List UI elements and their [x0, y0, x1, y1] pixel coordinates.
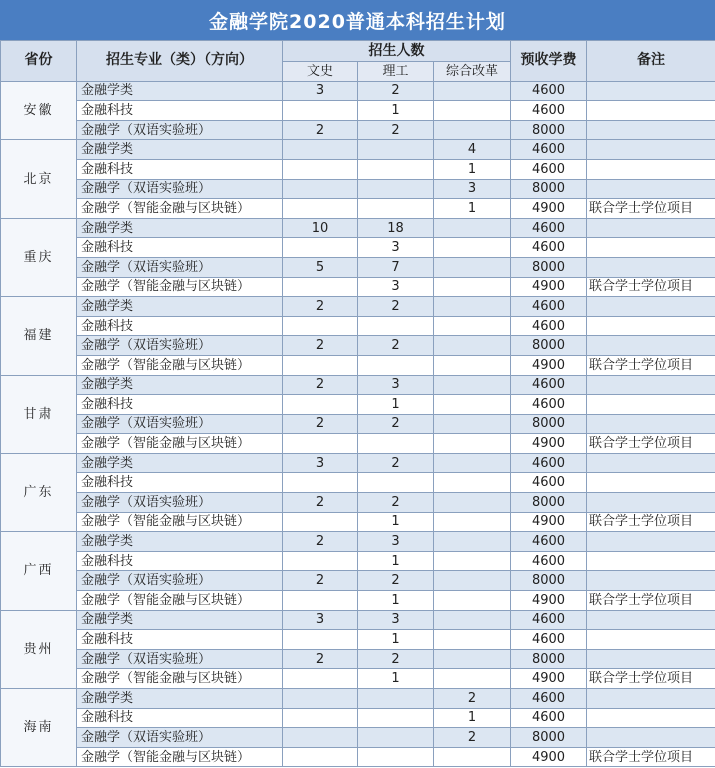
table-row	[1, 551, 715, 571]
table-row	[1, 199, 715, 219]
zonghe-count-cell	[434, 414, 511, 434]
note-cell	[587, 551, 715, 571]
fee-cell: 4600	[511, 140, 587, 160]
ligong-count-cell	[358, 140, 434, 160]
note-cell	[587, 257, 715, 277]
note-cell	[587, 238, 715, 258]
major-cell: 金融学（智能金融与区块链）	[77, 591, 283, 611]
major-cell: 金融学类	[77, 453, 283, 473]
zonghe-count-cell	[434, 473, 511, 493]
ligong-count-cell: 7	[358, 257, 434, 277]
note-cell	[587, 414, 715, 434]
table-row	[1, 297, 715, 317]
table-row	[1, 159, 715, 179]
table-row	[1, 708, 715, 728]
zonghe-count-cell: 1	[434, 159, 511, 179]
note-cell	[587, 728, 715, 748]
wenshi-count-cell: 2	[283, 571, 358, 591]
fee-cell: 4600	[511, 218, 587, 238]
major-cell: 金融学（双语实验班）	[77, 414, 283, 434]
note-cell: 联合学士学位项目	[587, 747, 715, 767]
table-row	[1, 630, 715, 650]
major-cell: 金融学类	[77, 297, 283, 317]
zonghe-count-cell: 1	[434, 708, 511, 728]
wenshi-count-cell: 2	[283, 532, 358, 552]
zonghe-count-cell	[434, 395, 511, 415]
header-quota: 招生人数	[283, 41, 511, 62]
table-row	[1, 493, 715, 513]
wenshi-count-cell	[283, 551, 358, 571]
zonghe-count-cell	[434, 453, 511, 473]
zonghe-count-cell: 2	[434, 728, 511, 748]
wenshi-count-cell: 2	[283, 336, 358, 356]
fee-cell: 8000	[511, 571, 587, 591]
ligong-count-cell: 2	[358, 120, 434, 140]
table-body	[1, 81, 715, 767]
zonghe-count-cell	[434, 297, 511, 317]
zonghe-count-cell	[434, 120, 511, 140]
wenshi-count-cell	[283, 179, 358, 199]
note-cell	[587, 375, 715, 395]
note-cell	[587, 473, 715, 493]
table-row	[1, 218, 715, 238]
wenshi-count-cell	[283, 512, 358, 532]
fee-cell: 4600	[511, 453, 587, 473]
table-row	[1, 473, 715, 493]
zonghe-count-cell	[434, 277, 511, 297]
ligong-count-cell	[358, 159, 434, 179]
note-cell	[587, 493, 715, 513]
fee-cell: 4600	[511, 159, 587, 179]
fee-cell: 4900	[511, 591, 587, 611]
wenshi-count-cell	[283, 238, 358, 258]
major-cell: 金融科技	[77, 473, 283, 493]
province-cell: 安徽	[1, 81, 77, 140]
fee-cell: 4600	[511, 551, 587, 571]
wenshi-count-cell	[283, 747, 358, 767]
fee-cell: 4600	[511, 81, 587, 101]
fee-cell: 8000	[511, 257, 587, 277]
wenshi-count-cell: 3	[283, 453, 358, 473]
ligong-count-cell: 1	[358, 512, 434, 532]
wenshi-count-cell	[283, 669, 358, 689]
note-cell	[587, 610, 715, 630]
note-cell	[587, 316, 715, 336]
ligong-count-cell	[358, 199, 434, 219]
fee-cell: 8000	[511, 493, 587, 513]
ligong-count-cell: 2	[358, 81, 434, 101]
ligong-count-cell: 2	[358, 453, 434, 473]
ligong-count-cell: 1	[358, 395, 434, 415]
header-major: 招生专业（类）（方向）	[77, 41, 283, 82]
note-cell: 联合学士学位项目	[587, 355, 715, 375]
header-fee: 预收学费	[511, 41, 587, 82]
major-cell: 金融科技	[77, 159, 283, 179]
major-cell: 金融学（智能金融与区块链）	[77, 355, 283, 375]
note-cell	[587, 571, 715, 591]
wenshi-count-cell: 2	[283, 649, 358, 669]
ligong-count-cell	[358, 355, 434, 375]
wenshi-count-cell	[283, 140, 358, 160]
ligong-count-cell: 1	[358, 669, 434, 689]
table-row	[1, 238, 715, 258]
table-row	[1, 179, 715, 199]
fee-cell: 4600	[511, 630, 587, 650]
wenshi-count-cell: 2	[283, 297, 358, 317]
wenshi-count-cell	[283, 199, 358, 219]
major-cell: 金融科技	[77, 101, 283, 121]
province-cell: 重庆	[1, 218, 77, 296]
table-row	[1, 316, 715, 336]
wenshi-count-cell: 2	[283, 414, 358, 434]
zonghe-count-cell	[434, 747, 511, 767]
fee-cell: 4600	[511, 532, 587, 552]
ligong-count-cell	[358, 747, 434, 767]
major-cell: 金融学类	[77, 689, 283, 709]
major-cell: 金融学（智能金融与区块链）	[77, 199, 283, 219]
fee-cell: 4900	[511, 277, 587, 297]
note-cell	[587, 689, 715, 709]
ligong-count-cell	[358, 179, 434, 199]
wenshi-count-cell	[283, 159, 358, 179]
major-cell: 金融学类	[77, 81, 283, 101]
zonghe-count-cell: 1	[434, 199, 511, 219]
major-cell: 金融学（智能金融与区块链）	[77, 277, 283, 297]
table-row	[1, 120, 715, 140]
fee-cell: 8000	[511, 336, 587, 356]
note-cell	[587, 218, 715, 238]
note-cell	[587, 81, 715, 101]
ligong-count-cell: 2	[358, 571, 434, 591]
ligong-count-cell: 2	[358, 297, 434, 317]
note-cell	[587, 453, 715, 473]
wenshi-count-cell	[283, 689, 358, 709]
table-row	[1, 571, 715, 591]
wenshi-count-cell: 3	[283, 610, 358, 630]
zonghe-count-cell	[434, 434, 511, 454]
table-row	[1, 434, 715, 454]
major-cell: 金融学（智能金融与区块链）	[77, 434, 283, 454]
table-row	[1, 512, 715, 532]
fee-cell: 4600	[511, 238, 587, 258]
wenshi-count-cell	[283, 591, 358, 611]
major-cell: 金融学（智能金融与区块链）	[77, 747, 283, 767]
header-ligong: 理工	[358, 62, 434, 82]
note-cell	[587, 708, 715, 728]
fee-cell: 4900	[511, 512, 587, 532]
wenshi-count-cell: 2	[283, 120, 358, 140]
fee-cell: 4900	[511, 199, 587, 219]
zonghe-count-cell	[434, 493, 511, 513]
fee-cell: 4600	[511, 101, 587, 121]
zonghe-count-cell	[434, 81, 511, 101]
table-row	[1, 689, 715, 709]
ligong-count-cell	[358, 728, 434, 748]
major-cell: 金融学（智能金融与区块链）	[77, 512, 283, 532]
wenshi-count-cell: 10	[283, 218, 358, 238]
table-row	[1, 591, 715, 611]
wenshi-count-cell: 2	[283, 375, 358, 395]
zonghe-count-cell	[434, 669, 511, 689]
major-cell: 金融科技	[77, 630, 283, 650]
zonghe-count-cell: 4	[434, 140, 511, 160]
major-cell: 金融科技	[77, 551, 283, 571]
table-row	[1, 414, 715, 434]
zonghe-count-cell	[434, 257, 511, 277]
table-row	[1, 532, 715, 552]
province-cell: 贵州	[1, 610, 77, 688]
fee-cell: 4600	[511, 708, 587, 728]
province-cell: 北京	[1, 140, 77, 218]
fee-cell: 4900	[511, 434, 587, 454]
wenshi-count-cell	[283, 630, 358, 650]
ligong-count-cell: 1	[358, 630, 434, 650]
fee-cell: 8000	[511, 414, 587, 434]
table-row	[1, 375, 715, 395]
fee-cell: 4600	[511, 316, 587, 336]
note-cell	[587, 336, 715, 356]
fee-cell: 8000	[511, 649, 587, 669]
table-row	[1, 101, 715, 121]
ligong-count-cell: 3	[358, 375, 434, 395]
major-cell: 金融学（双语实验班）	[77, 120, 283, 140]
table-row	[1, 140, 715, 160]
wenshi-count-cell: 2	[283, 493, 358, 513]
ligong-count-cell: 3	[358, 238, 434, 258]
wenshi-count-cell	[283, 316, 358, 336]
major-cell: 金融学（双语实验班）	[77, 179, 283, 199]
ligong-count-cell: 2	[358, 493, 434, 513]
note-cell	[587, 630, 715, 650]
header-note: 备注	[587, 41, 715, 82]
ligong-count-cell: 3	[358, 277, 434, 297]
major-cell: 金融学（双语实验班）	[77, 649, 283, 669]
zonghe-count-cell	[434, 610, 511, 630]
ligong-count-cell: 2	[358, 336, 434, 356]
wenshi-count-cell: 5	[283, 257, 358, 277]
wenshi-count-cell	[283, 728, 358, 748]
fee-cell: 8000	[511, 179, 587, 199]
wenshi-count-cell	[283, 355, 358, 375]
note-cell	[587, 297, 715, 317]
zonghe-count-cell	[434, 218, 511, 238]
zonghe-count-cell	[434, 571, 511, 591]
wenshi-count-cell	[283, 434, 358, 454]
note-cell	[587, 649, 715, 669]
major-cell: 金融学类	[77, 610, 283, 630]
wenshi-count-cell	[283, 277, 358, 297]
fee-cell: 4600	[511, 473, 587, 493]
zonghe-count-cell	[434, 316, 511, 336]
ligong-count-cell: 3	[358, 532, 434, 552]
note-cell: 联合学士学位项目	[587, 591, 715, 611]
fee-cell: 4600	[511, 395, 587, 415]
fee-cell: 4600	[511, 297, 587, 317]
header-zonghe: 综合改革	[434, 62, 511, 82]
note-cell: 联合学士学位项目	[587, 434, 715, 454]
major-cell: 金融学（双语实验班）	[77, 336, 283, 356]
fee-cell: 4900	[511, 355, 587, 375]
table-row	[1, 257, 715, 277]
wenshi-count-cell	[283, 101, 358, 121]
table-row	[1, 728, 715, 748]
zonghe-count-cell	[434, 532, 511, 552]
zonghe-count-cell	[434, 238, 511, 258]
fee-cell: 8000	[511, 728, 587, 748]
table-row	[1, 395, 715, 415]
ligong-count-cell: 3	[358, 610, 434, 630]
ligong-count-cell	[358, 473, 434, 493]
note-cell	[587, 159, 715, 179]
note-cell	[587, 101, 715, 121]
province-cell: 广东	[1, 453, 77, 531]
major-cell: 金融学（双语实验班）	[77, 728, 283, 748]
major-cell: 金融学类	[77, 140, 283, 160]
ligong-count-cell: 1	[358, 591, 434, 611]
wenshi-count-cell	[283, 473, 358, 493]
table-row	[1, 355, 715, 375]
enrollment-plan-table	[0, 40, 715, 767]
major-cell: 金融学类	[77, 218, 283, 238]
note-cell	[587, 120, 715, 140]
note-cell	[587, 532, 715, 552]
ligong-count-cell	[358, 708, 434, 728]
major-cell: 金融科技	[77, 708, 283, 728]
ligong-count-cell: 18	[358, 218, 434, 238]
major-cell: 金融学类	[77, 375, 283, 395]
note-cell: 联合学士学位项目	[587, 199, 715, 219]
zonghe-count-cell	[434, 375, 511, 395]
major-cell: 金融学（智能金融与区块链）	[77, 669, 283, 689]
note-cell: 联合学士学位项目	[587, 512, 715, 532]
note-cell: 联合学士学位项目	[587, 277, 715, 297]
header-wenshi: 文史	[283, 62, 358, 82]
zonghe-count-cell: 3	[434, 179, 511, 199]
note-cell	[587, 179, 715, 199]
ligong-count-cell	[358, 316, 434, 336]
table-row	[1, 747, 715, 767]
table-row	[1, 649, 715, 669]
zonghe-count-cell	[434, 355, 511, 375]
page-title: 金融学院2020普通本科招生计划	[0, 0, 715, 40]
zonghe-count-cell	[434, 551, 511, 571]
zonghe-count-cell	[434, 336, 511, 356]
zonghe-count-cell: 2	[434, 689, 511, 709]
fee-cell: 8000	[511, 120, 587, 140]
ligong-count-cell: 1	[358, 551, 434, 571]
ligong-count-cell: 1	[358, 101, 434, 121]
table-row	[1, 81, 715, 101]
province-cell: 海南	[1, 689, 77, 767]
note-cell: 联合学士学位项目	[587, 669, 715, 689]
fee-cell: 4900	[511, 669, 587, 689]
fee-cell: 4900	[511, 747, 587, 767]
ligong-count-cell	[358, 434, 434, 454]
zonghe-count-cell	[434, 512, 511, 532]
major-cell: 金融学（双语实验班）	[77, 571, 283, 591]
province-cell: 福建	[1, 297, 77, 375]
note-cell	[587, 395, 715, 415]
table-row	[1, 336, 715, 356]
zonghe-count-cell	[434, 649, 511, 669]
ligong-count-cell	[358, 689, 434, 709]
header-province: 省份	[1, 41, 77, 82]
major-cell: 金融学（双语实验班）	[77, 493, 283, 513]
fee-cell: 4600	[511, 375, 587, 395]
table-row	[1, 669, 715, 689]
table-row	[1, 610, 715, 630]
fee-cell: 4600	[511, 689, 587, 709]
major-cell: 金融科技	[77, 238, 283, 258]
zonghe-count-cell	[434, 630, 511, 650]
major-cell: 金融科技	[77, 316, 283, 336]
zonghe-count-cell	[434, 101, 511, 121]
wenshi-count-cell	[283, 708, 358, 728]
ligong-count-cell: 2	[358, 649, 434, 669]
ligong-count-cell: 2	[358, 414, 434, 434]
province-cell: 广西	[1, 532, 77, 610]
table-row	[1, 453, 715, 473]
province-cell: 甘肃	[1, 375, 77, 453]
fee-cell: 4600	[511, 610, 587, 630]
wenshi-count-cell: 3	[283, 81, 358, 101]
table-row	[1, 277, 715, 297]
wenshi-count-cell	[283, 395, 358, 415]
major-cell: 金融学类	[77, 532, 283, 552]
major-cell: 金融科技	[77, 395, 283, 415]
major-cell: 金融学（双语实验班）	[77, 257, 283, 277]
note-cell	[587, 140, 715, 160]
zonghe-count-cell	[434, 591, 511, 611]
